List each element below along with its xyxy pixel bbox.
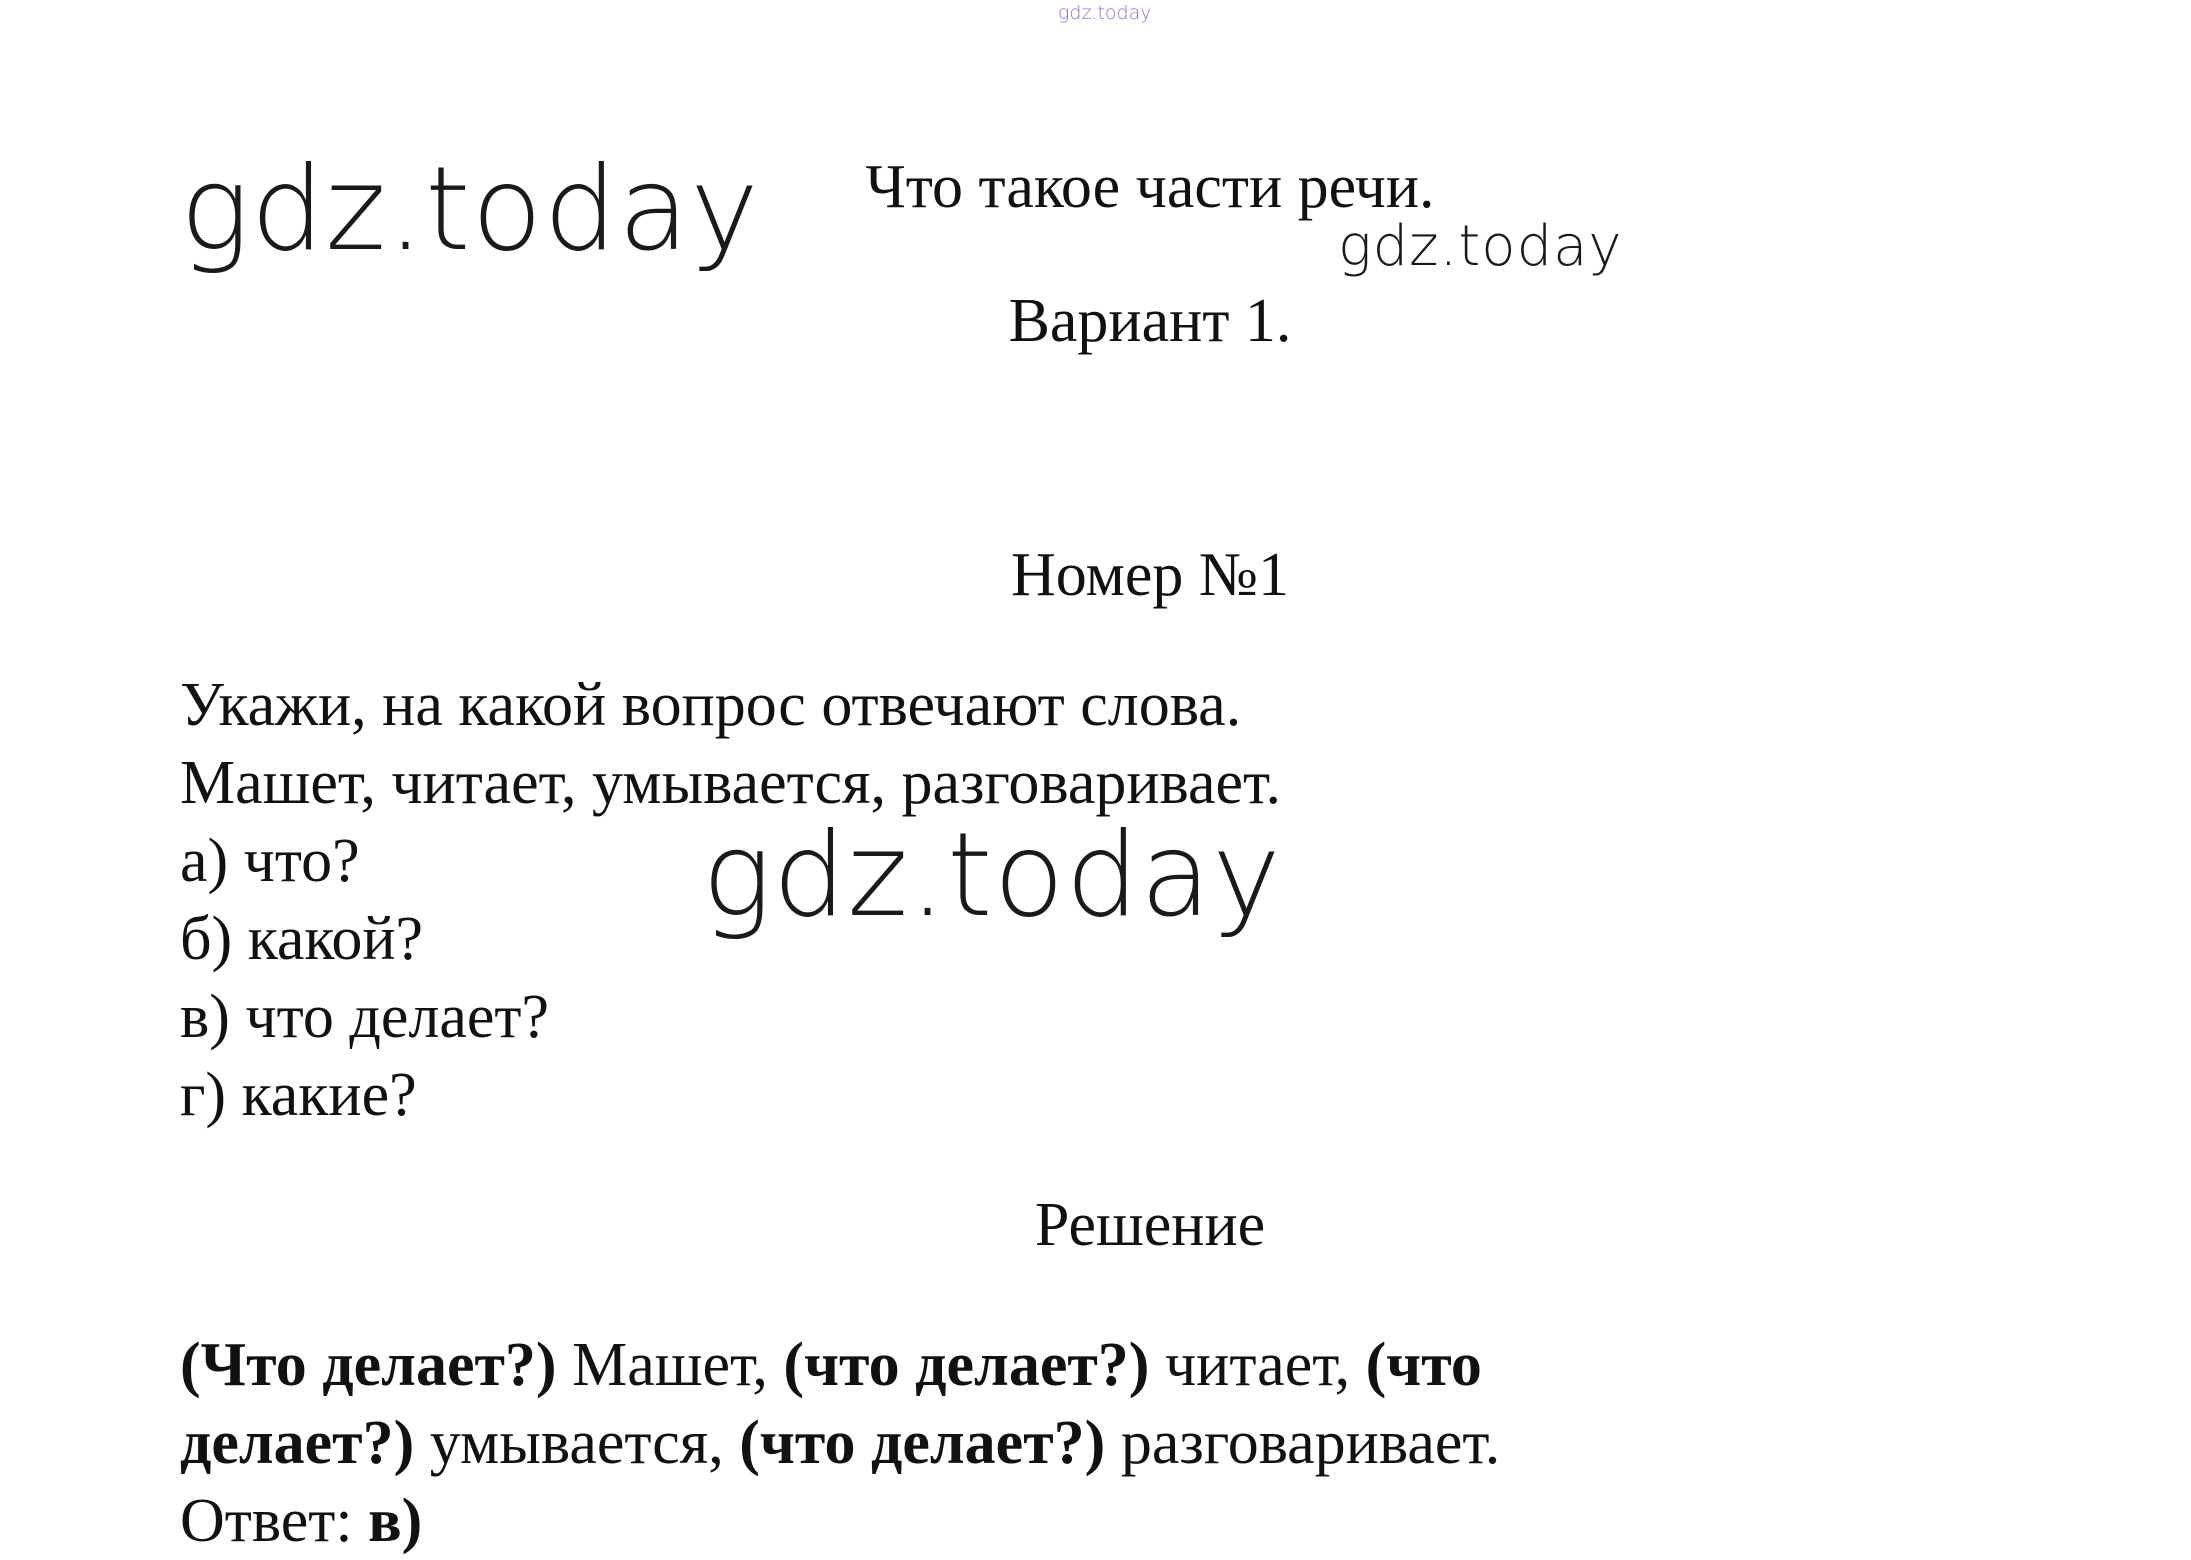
question-label: (что делает?): [739, 1409, 1106, 1477]
word: Машет,: [556, 1331, 784, 1399]
answer-label: Ответ:: [180, 1487, 369, 1555]
variant-heading: Вариант 1.: [1008, 287, 1292, 355]
solution-line-1: [180, 1326, 1500, 1404]
task-number-heading: Номер №1: [1010, 541, 1289, 609]
question-label: (что делает?): [783, 1331, 1150, 1399]
option-a: а) что?: [180, 827, 360, 895]
answer-value: в): [368, 1487, 423, 1555]
task-words: Машет, читает, умывается, разговаривает.: [180, 749, 1281, 817]
watermark-large: gdz.today: [702, 808, 1282, 943]
question-label: делает?): [180, 1409, 415, 1477]
watermark-top: gdz.today: [1058, 2, 1152, 24]
answer-line: [180, 1482, 1500, 1560]
solution-line-2: [180, 1404, 1500, 1482]
watermark-large: gdz.today: [180, 142, 760, 277]
option-c: в) что делает?: [180, 983, 550, 1051]
option-b: б) какой?: [180, 905, 424, 973]
word: умывается,: [414, 1409, 740, 1477]
question-label: (что: [1365, 1331, 1482, 1399]
option-d: г) какие?: [180, 1061, 417, 1129]
solution-text: [180, 1326, 1500, 1560]
watermark-small: gdz.today: [1338, 214, 1623, 279]
solution-heading: Решение: [1034, 1191, 1266, 1259]
page-title: Что такое части речи.: [865, 153, 1435, 221]
task-instruction: Укажи, на какой вопрос отвечают слова.: [180, 671, 1242, 739]
question-label: (Что делает?): [180, 1331, 557, 1399]
word: читает,: [1149, 1331, 1366, 1399]
word: разговаривает.: [1105, 1409, 1501, 1477]
